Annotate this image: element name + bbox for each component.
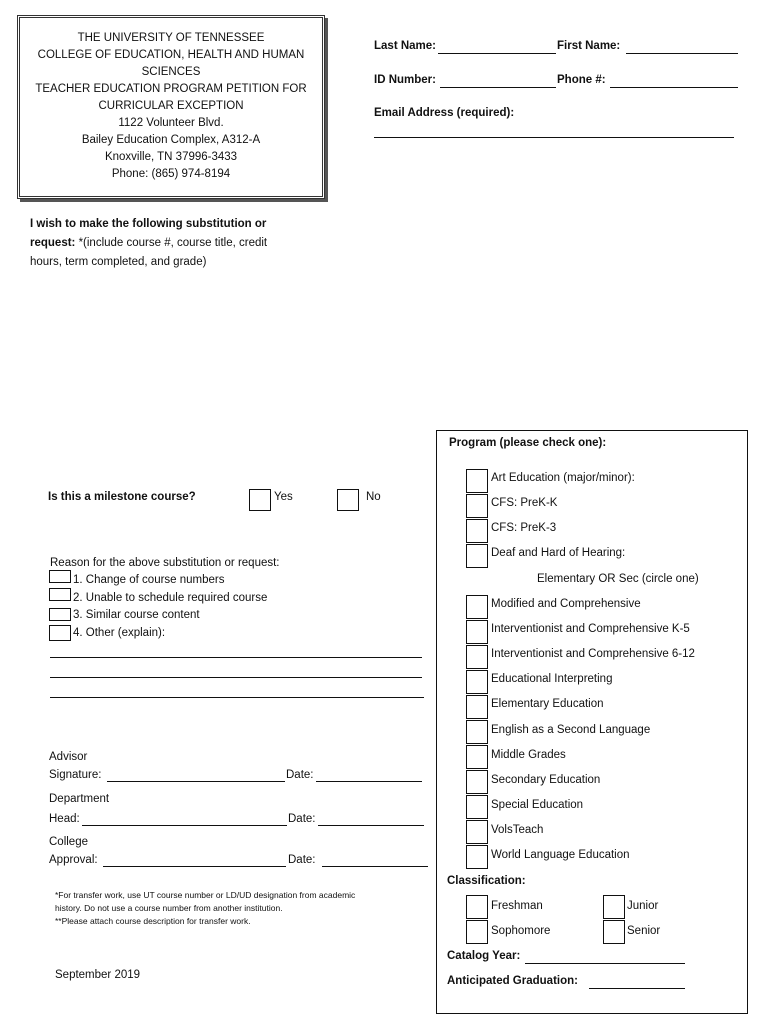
- program-cfs-prek-k-checkbox[interactable]: [466, 494, 488, 518]
- note-1b: history. Do not use a course number from another institution.: [55, 903, 283, 913]
- program-special-education-label: Special Education: [491, 799, 584, 811]
- advisor-signature-label: Signature:: [49, 769, 102, 781]
- milestone-no-label: No: [366, 491, 381, 503]
- anticipated-graduation-field[interactable]: [589, 988, 685, 989]
- explain-line-3[interactable]: [50, 697, 424, 698]
- program-volsteach-label: VolsTeach: [491, 824, 544, 836]
- advisor-date-label: Date:: [286, 769, 314, 781]
- header-line: Phone: (865) 974-8194: [111, 168, 231, 180]
- reason-2-checkbox[interactable]: [49, 588, 71, 601]
- reason-3-label: 3. Similar course content: [73, 609, 200, 621]
- college-date-field[interactable]: [322, 866, 428, 867]
- explain-line-2[interactable]: [50, 677, 422, 678]
- program-modified-comprehensive-label: Modified and Comprehensive: [491, 598, 641, 610]
- first-name-label: First Name:: [557, 40, 621, 52]
- form-header-box: [17, 15, 325, 199]
- college-date-label: Date:: [288, 854, 316, 866]
- advisor-label: Advisor: [49, 751, 88, 763]
- request-line-2: [30, 234, 310, 253]
- college-approval-label: Approval:: [49, 854, 98, 866]
- milestone-no-checkbox[interactable]: [337, 489, 359, 511]
- program-esl-label: English as a Second Language: [491, 724, 651, 736]
- request-line-3: hours, term completed, and grade): [30, 256, 207, 268]
- anticipated-graduation-label: Anticipated Graduation:: [447, 975, 578, 987]
- program-deaf-hard-of-hearing-label: Deaf and Hard of Hearing:: [491, 547, 626, 559]
- program-interventionist-6-12-label: Interventionist and Comprehensive 6-12: [491, 648, 695, 660]
- request-hint: *(include course #, course title, credit: [75, 237, 268, 249]
- reason-1-checkbox[interactable]: [49, 570, 71, 583]
- header-line: SCIENCES: [141, 66, 201, 78]
- last-name-label: Last Name:: [374, 40, 436, 52]
- program-art-education-label: Art Education (major/minor):: [491, 472, 635, 484]
- program-middle-grades-label: Middle Grades: [491, 749, 566, 761]
- program-elementary-education-checkbox[interactable]: [466, 695, 488, 719]
- form-date: September 2019: [55, 969, 141, 981]
- id-number-field[interactable]: [440, 87, 556, 88]
- program-elementary-education-label: Elementary Education: [491, 698, 604, 710]
- email-field[interactable]: [374, 137, 734, 138]
- advisor-date-field[interactable]: [316, 781, 422, 782]
- college-approval-field[interactable]: [103, 866, 286, 867]
- reason-2-label: 2. Unable to schedule required course: [73, 592, 268, 604]
- form-header: [26, 30, 316, 183]
- request-entry-area[interactable]: [30, 280, 420, 410]
- note-2: **Please attach course description for transfer work.: [55, 916, 251, 926]
- catalog-year-field[interactable]: [525, 963, 685, 964]
- classification-sophomore-label: Sophomore: [491, 925, 551, 937]
- program-educational-interpreting-checkbox[interactable]: [466, 670, 488, 694]
- header-line: Knoxville, TN 37996-3433: [104, 151, 238, 163]
- phone-label: Phone #:: [557, 74, 606, 86]
- header-line: CURRICULAR EXCEPTION: [98, 100, 244, 112]
- classification-senior-checkbox[interactable]: [603, 920, 625, 944]
- header-line: Bailey Education Complex, A312-A: [81, 134, 261, 146]
- milestone-question: Is this a milestone course?: [48, 491, 196, 503]
- id-number-label: ID Number:: [374, 74, 436, 86]
- program-educational-interpreting-label: Educational Interpreting: [491, 673, 613, 685]
- department-date-field[interactable]: [318, 825, 424, 826]
- header-line: COLLEGE OF EDUCATION, HEALTH AND HUMAN: [37, 49, 305, 61]
- program-secondary-education-label: Secondary Education: [491, 774, 601, 786]
- classification-freshman-checkbox[interactable]: [466, 895, 488, 919]
- header-line: 1122 Volunteer Blvd.: [118, 117, 224, 129]
- program-world-language-checkbox[interactable]: [466, 845, 488, 869]
- program-special-education-checkbox[interactable]: [466, 795, 488, 819]
- program-cfs-prek-3-label: CFS: PreK-3: [491, 522, 557, 534]
- department-head-field[interactable]: [82, 825, 287, 826]
- program-secondary-education-checkbox[interactable]: [466, 770, 488, 794]
- note-1a: *For transfer work, use UT course number or LD/UD designation from academic: [55, 890, 356, 900]
- classification-heading: Classification:: [447, 875, 526, 887]
- last-name-field[interactable]: [438, 53, 556, 54]
- reason-4-label: 4. Other (explain):: [73, 627, 166, 639]
- request-line-1: I wish to make the following substitution or: [30, 218, 267, 230]
- reason-4-checkbox[interactable]: [49, 625, 71, 641]
- request-label: request:: [30, 237, 76, 249]
- program-cfs-prek-3-checkbox[interactable]: [466, 519, 488, 543]
- email-label: Email Address (required):: [374, 107, 515, 119]
- department-date-label: Date:: [288, 813, 316, 825]
- transfer-notes: [55, 889, 430, 928]
- request-instructions: [30, 215, 310, 272]
- program-cfs-prek-k-label: CFS: PreK-K: [491, 497, 558, 509]
- header-line: TEACHER EDUCATION PROGRAM PETITION FOR: [35, 83, 307, 95]
- program-world-language-label: World Language Education: [491, 849, 630, 861]
- milestone-yes-label: Yes: [274, 491, 293, 503]
- program-modified-comprehensive-checkbox[interactable]: [466, 595, 488, 619]
- advisor-signature-field[interactable]: [107, 781, 285, 782]
- program-heading: Program (please check one):: [449, 437, 607, 449]
- program-interventionist-k5-label: Interventionist and Comprehensive K-5: [491, 623, 690, 635]
- reason-3-checkbox[interactable]: [49, 608, 71, 621]
- catalog-year-label: Catalog Year:: [447, 950, 521, 962]
- program-esl-checkbox[interactable]: [466, 720, 488, 744]
- reason-1-label: 1. Change of course numbers: [73, 574, 225, 586]
- classification-freshman-label: Freshman: [491, 900, 543, 912]
- program-interventionist-k5-checkbox[interactable]: [466, 620, 488, 644]
- first-name-field[interactable]: [626, 53, 738, 54]
- college-label: College: [49, 836, 88, 848]
- department-label: Department: [49, 793, 110, 805]
- header-line: THE UNIVERSITY OF TENNESSEE: [77, 32, 265, 44]
- classification-sophomore-checkbox[interactable]: [466, 920, 488, 944]
- phone-field[interactable]: [610, 87, 738, 88]
- explain-line-1[interactable]: [50, 657, 422, 658]
- program-circle-one-note: Elementary OR Sec (circle one): [537, 573, 699, 585]
- program-art-education-checkbox[interactable]: [466, 469, 488, 493]
- program-volsteach-checkbox[interactable]: [466, 820, 488, 844]
- classification-junior-checkbox[interactable]: [603, 895, 625, 919]
- program-middle-grades-checkbox[interactable]: [466, 745, 488, 769]
- classification-junior-label: Junior: [627, 900, 659, 912]
- reason-heading: Reason for the above substitution or request:: [50, 557, 280, 569]
- program-interventionist-6-12-checkbox[interactable]: [466, 645, 488, 669]
- program-deaf-hard-of-hearing-checkbox[interactable]: [466, 544, 488, 568]
- classification-senior-label: Senior: [627, 925, 661, 937]
- milestone-yes-checkbox[interactable]: [249, 489, 271, 511]
- department-head-label: Head:: [49, 813, 80, 825]
